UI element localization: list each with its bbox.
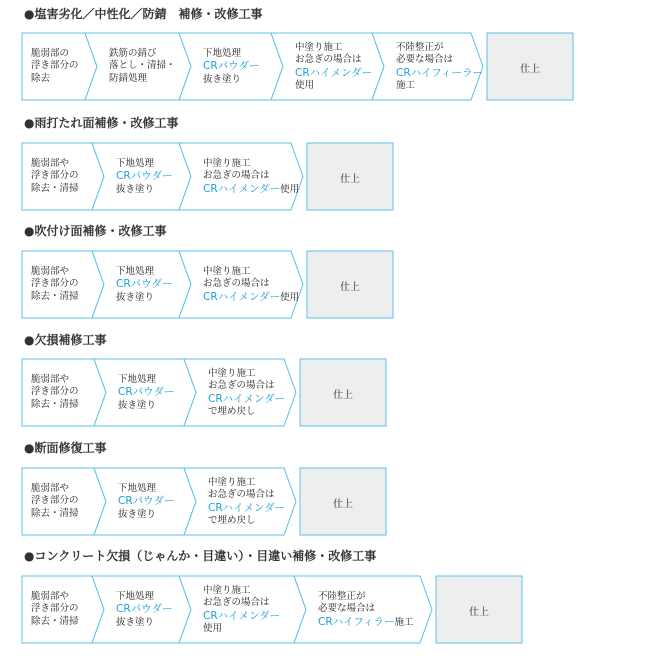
step-line: CRハイメンダー使用 bbox=[203, 182, 300, 195]
section-title: ●雨打たれ面補修・改修工事 bbox=[24, 116, 179, 130]
step-line: 下地処理 bbox=[118, 482, 157, 494]
step-label bbox=[203, 158, 299, 197]
step-line: 脆弱部や bbox=[31, 157, 70, 169]
step-line: 不陸整正が bbox=[396, 41, 444, 53]
step-line: 脆弱部や bbox=[31, 590, 70, 602]
step-line: お急ぎの場合は bbox=[203, 170, 270, 182]
step-label bbox=[118, 483, 175, 522]
step-line: CRハイフィーラー bbox=[396, 66, 483, 79]
step-label bbox=[318, 591, 414, 630]
step-label bbox=[31, 483, 79, 521]
step-line: 除去・清掃 bbox=[31, 290, 79, 302]
step-line: 施工 bbox=[396, 80, 416, 91]
process-flow bbox=[22, 143, 381, 210]
step-line: 落とし・清掃・ bbox=[109, 60, 176, 72]
final-label: 仕上 bbox=[333, 389, 353, 401]
step-line: 浮き部分の bbox=[31, 386, 79, 398]
step-line: 脆弱部や bbox=[31, 373, 70, 385]
step-label bbox=[31, 158, 79, 196]
step-line: 抜き塗り bbox=[203, 73, 242, 85]
step-line: CRパウダー bbox=[116, 278, 173, 291]
step-line: 脆弱部や bbox=[31, 265, 70, 277]
step-line: 抜き塗り bbox=[116, 291, 155, 303]
final-label: 仕上 bbox=[340, 281, 360, 293]
step-line: 中塗り施工 bbox=[295, 41, 343, 53]
step-label bbox=[31, 48, 79, 86]
step-line: お急ぎの場合は bbox=[295, 54, 362, 65]
final-label: 仕上 bbox=[469, 606, 489, 618]
step-line: 使用 bbox=[295, 80, 315, 91]
step-label bbox=[118, 374, 175, 413]
final-label: 仕上 bbox=[340, 173, 360, 185]
step-label bbox=[31, 591, 79, 629]
step-line: 除去・清掃 bbox=[31, 507, 79, 519]
step-line: 中塗り施工 bbox=[203, 157, 251, 169]
process-flow bbox=[22, 359, 374, 426]
step-line: で埋め戻し bbox=[208, 406, 256, 417]
final-label: 仕上 bbox=[520, 63, 540, 75]
step-line: 使用 bbox=[203, 623, 223, 634]
step-label bbox=[31, 374, 79, 412]
step-line: 下地処理 bbox=[116, 157, 155, 169]
step-line: 除去・清掃 bbox=[31, 182, 79, 194]
step-line: 下地処理 bbox=[116, 590, 155, 602]
step-label bbox=[109, 48, 176, 86]
step-line: 浮き部分の bbox=[31, 495, 79, 507]
step-line: 浮き部分の bbox=[31, 603, 79, 615]
step-label bbox=[116, 266, 173, 305]
step-line: 除去 bbox=[31, 72, 51, 84]
step-label bbox=[203, 48, 260, 87]
step-line: 必要な場合は bbox=[318, 603, 376, 615]
step-label bbox=[208, 368, 285, 419]
step-line: 下地処理 bbox=[118, 373, 157, 385]
process-flow bbox=[22, 251, 381, 318]
step-label bbox=[116, 158, 173, 197]
section-title: ●コンクリート欠損（じゃんか・目違い）・目違い補修・改修工事 bbox=[24, 549, 377, 563]
section-title: ●断面修復工事 bbox=[24, 441, 107, 455]
step-line: 抜き塗り bbox=[118, 508, 157, 520]
step-line: 下地処理 bbox=[203, 47, 242, 59]
step-line: 中塗り施工 bbox=[203, 584, 251, 596]
step-line: お急ぎの場合は bbox=[203, 597, 270, 608]
step-line: CRパウダー bbox=[116, 603, 173, 616]
step-line: CRパウダー bbox=[116, 170, 173, 183]
step-line: CRハイメンダー bbox=[295, 66, 373, 79]
step-line: 中塗り施工 bbox=[208, 367, 256, 379]
process-flow bbox=[22, 576, 510, 643]
step-line: 中塗り施工 bbox=[203, 265, 251, 277]
step-line: CRハイフィラー施工 bbox=[318, 615, 414, 628]
step-line: 浮き部分の bbox=[31, 278, 79, 290]
step-line: CRハイメンダー使用 bbox=[203, 290, 300, 303]
process-flow bbox=[22, 33, 561, 100]
step-line: CRパウダー bbox=[118, 386, 175, 399]
step-line: お急ぎの場合は bbox=[208, 489, 275, 500]
step-label bbox=[396, 42, 483, 93]
final-label: 仕上 bbox=[333, 498, 353, 510]
step-line: 除去・清掃 bbox=[31, 398, 79, 410]
step-line: 脆弱部や bbox=[31, 482, 70, 494]
step-line: CRハイメンダー bbox=[208, 392, 286, 405]
step-line: 除去・清掃 bbox=[31, 615, 79, 627]
process-flow bbox=[22, 468, 374, 535]
step-line: 浮き部分の bbox=[31, 60, 79, 72]
step-line: 抜き塗り bbox=[116, 183, 155, 195]
step-line: CRハイメンダー bbox=[208, 501, 286, 514]
step-label bbox=[116, 591, 173, 630]
step-line: 抜き塗り bbox=[118, 399, 157, 411]
step-line: 脆弱部の bbox=[31, 47, 70, 59]
step-line: 不陸整正が bbox=[318, 590, 366, 602]
step-line: 抜き塗り bbox=[116, 616, 155, 628]
step-line: お急ぎの場合は bbox=[203, 278, 270, 290]
step-line: CRハイメンダー bbox=[203, 609, 281, 622]
step-line: 下地処理 bbox=[116, 265, 155, 277]
step-line: お急ぎの場合は bbox=[208, 380, 275, 391]
section-title: ●吹付け面補修・改修工事 bbox=[24, 224, 167, 238]
step-line: 中塗り施工 bbox=[208, 476, 256, 488]
step-label bbox=[295, 42, 372, 93]
step-line: 鉄筋の錆び bbox=[109, 47, 157, 59]
step-label bbox=[203, 266, 299, 305]
step-label bbox=[208, 477, 285, 528]
step-line: CRパウダー bbox=[203, 60, 260, 73]
step-label bbox=[203, 585, 280, 636]
step-label bbox=[31, 266, 79, 304]
step-line: 防錆処理 bbox=[109, 72, 148, 84]
step-line: 必要な場合は bbox=[396, 54, 454, 65]
step-line: 浮き部分の bbox=[31, 170, 79, 182]
section-title: ●欠損補修工事 bbox=[24, 333, 107, 347]
section-title: ●塩害劣化／中性化／防錆 補修・改修工事 bbox=[24, 7, 263, 21]
step-line: CRパウダー bbox=[118, 495, 175, 508]
step-line: で埋め戻し bbox=[208, 515, 256, 526]
